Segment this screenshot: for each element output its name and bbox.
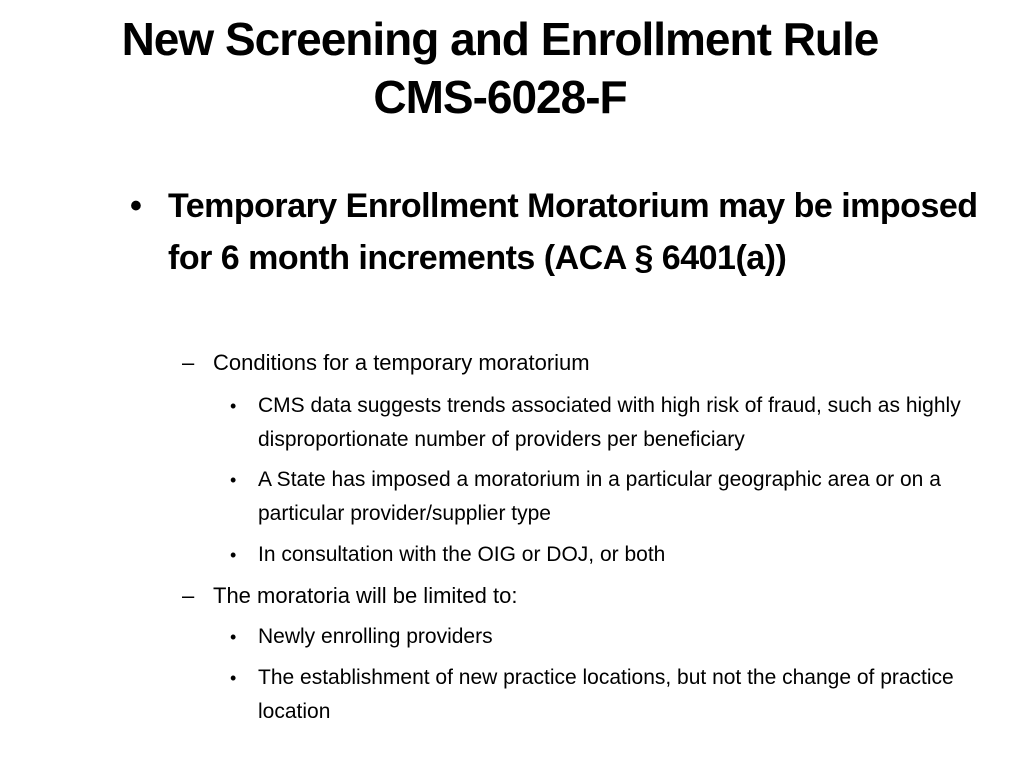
title-line-1: New Screening and Enrollment Rule bbox=[121, 13, 879, 65]
list-item bbox=[230, 661, 1020, 729]
bullet-icon: • bbox=[230, 396, 237, 416]
list-item bbox=[230, 538, 1020, 572]
list-item-text: Newly enrolling providers bbox=[258, 625, 493, 648]
list-item-text: A State has imposed a moratorium in a particular geographic area or on a particular provider/supplier type bbox=[258, 468, 941, 525]
title-line-2: CMS-6028-F bbox=[373, 71, 627, 123]
sub-heading-conditions bbox=[182, 346, 982, 380]
dash-icon: – bbox=[182, 583, 195, 608]
bullet-icon: • bbox=[230, 545, 237, 565]
bullet-icon: • bbox=[230, 627, 237, 647]
sub-heading-text: The moratoria will be limited to: bbox=[213, 583, 518, 608]
main-bullet-text: Temporary Enrollment Moratorium may be imposed for 6 month increments (ACA § 6401(a)) bbox=[168, 187, 978, 277]
list-item bbox=[230, 463, 1020, 531]
sub-heading-limits bbox=[182, 579, 982, 613]
list-item-text: In consultation with the OIG or DOJ, or both bbox=[258, 543, 666, 566]
dash-icon: – bbox=[182, 350, 195, 375]
main-bullet-item bbox=[130, 180, 990, 284]
bullet-icon: • bbox=[230, 668, 237, 688]
sub-heading-text: Conditions for a temporary moratorium bbox=[213, 350, 590, 375]
list-item bbox=[230, 620, 1020, 654]
list-item-text: The establishment of new practice locations, but not the change of practice location bbox=[258, 666, 954, 723]
list-item-text: CMS data suggests trends associated with high risk of fraud, such as highly disproportionate number of providers per beneficiary bbox=[258, 394, 961, 451]
list-item bbox=[230, 389, 1020, 457]
bullet-icon: • bbox=[230, 470, 237, 490]
bullet-icon: • bbox=[130, 187, 142, 225]
